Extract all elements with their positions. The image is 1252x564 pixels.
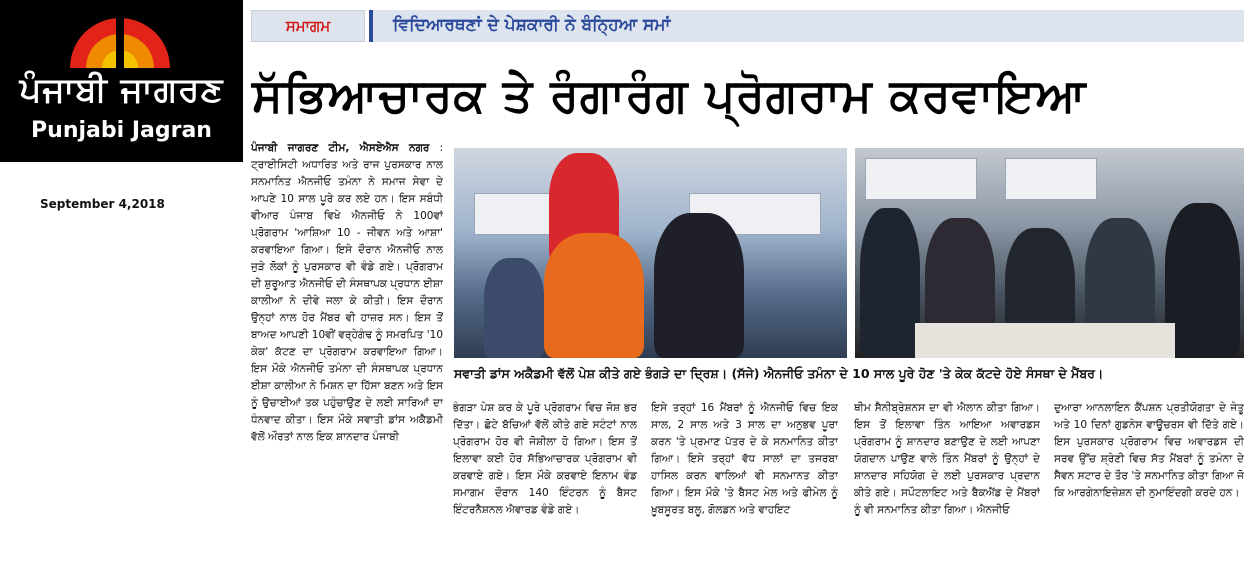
article-column-3: ਇਸੇ ਤਰ੍ਹਾਂ 16 ਮੈਂਬਰਾਂ ਨੂੰ ਐਨਜੀਓ ਵਿਚ ਇਕ ਸਾਲ, 2 ਸਾਲ ਅਤੇ 3 ਸਾਲ ਦਾ ਅਨੁਭਵ ਪੂਰਾ ਕਰਨ 'ਤੇ ਪ੍ਰਮਾਣ ਪੱਤਰ ਦੇ ਕੇ ਸਨਮਾਨਿਤ ਕੀਤਾ ਗਿਆ। ਇਸੇ ਤਰ੍ਹਾਂ ਵੱਧ ਸਾਲਾਂ ਦਾ ਤਜਰਬਾ ਹਾਸਿਲ ਕਰਨ ਵਾਲਿਆਂ ਵੀ ਸਨਮਾਨਤ ਕੀਤਾ ਗਿਆ। ਇਸ ਮੌਕੇ 'ਤੇ ਬੈਸਟ ਮੇਲ ਅਤੇ ਫੀਮੇਲ ਨੂੰ ਖ਼ੂਬਸੂਰਤ ਬਲੂ, ਗੋਲਡਨ ਅਤੇ ਵਾਹਇਟ (651, 402, 838, 516)
column-1-text: : ਟ੍ਰਾਈਸਿਟੀ ਅਧਾਰਿਤ ਅਤੇ ਰਾਜ ਪੁਰਸਕਾਰ ਨਾਲ ਸਨਮਾਨਿਤ ਐਨਜੀਓ ਤਮੰਨਾ ਨੇ ਸਮਾਜ ਸੇਵਾ ਦੇ ਆਪਣੇ 10 ਸਾਲ ਪੂਰੇ ਕਰ ਲਏ ਹਨ। ਇਸ ਸਬੰਧੀ ਵੀਆਰ ਪੰਜਾਬ ਵਿਖੇ ਐਨਜੀਓ ਨੇ 100ਵਾਂ ਪ੍ਰੋਗਰਾਮ 'ਆਸ਼ਿਆ 10 - ਜੀਵਨ ਅਤੇ ਆਸ਼ਾ' ਕਰਵਾਇਆ ਗਿਆ। ਇਸੇ ਦੌਰਾਨ ਐਨਜੀਓ ਨਾਲ ਜੁੜੇ ਲੋਕਾਂ ਨੂੰ ਪੁਰਸਕਾਰ ਵੀ ਵੰਡੇ ਗਏ। ਪ੍ਰੋਗਰਾਮ ਦੀ ਸ਼ੁਰੂਆਤ ਐਨਜੀਓ ਦੀ ਸੰਸਥਾਪਕ ਪ੍ਰਧਾਨ ਈਸ਼ਾ ਕਾਲੀਆ ਨੇ ਦੀਵੇ ਜਲਾ ਕੇ ਕੀਤੀ। ਇਸ ਦੌਰਾਨ ਉਨ੍ਹਾਂ ਨਾਲ ਹੋਰ ਮੈਂਬਰ ਵੀ ਹਾਜ਼ਰ ਸਨ। ਇਸ ਤੋਂ ਬਾਅਦ ਆਪਣੀ 10ਵੀਂ ਵਰ੍ਹੇਗੰਢ ਨੂੰ ਸਮਰਪਿਤ '10 ਕੇਕ' ਕੱਟਣ ਦਾ ਪ੍ਰੋਗਰਾਮ ਕਰਵਾਇਆ ਗਿਆ। ਇਸ ਮੌਕੇ ਐਨਜੀਓ ਤਮੰਨਾ ਦੀ ਸੰਸਥਾਪਕ ਪ੍ਰਧਾਨ ਈਸ਼ਾ ਕਾਲੀਆ ਨੇ ਮਿਸ਼ਨ ਦਾ ਹਿੱਸਾ ਬਣਨ ਅਤੇ ਇਸ ਨੂੰ ਉਚਾਈਆਂ ਤਕ ਪਹੁੰਚਾਉਣ ਦੇ ਲਈ ਸਾਰਿਆਂ ਦਾ ਧੰਨਵਾਦ ਕੀਤਾ। ਇਸ ਮੌਕੇ ਸਵਾਤੀ ਡਾਂਸ ਅਕੈਡਮੀ ਵੱਲੋਂ ਔਰਤਾਂ ਨਾਲ ਇਕ ਸ਼ਾਨਦਾਰ ਪੰਜਾਬੀ (251, 142, 443, 443)
photo-caption: ਸਵਾਤੀ ਡਾਂਸ ਅਕੈਡਮੀ ਵੱਲੋਂ ਪੇਸ਼ ਕੀਤੇ ਗਏ ਭੰਗੜੇ ਦਾ ਦ੍ਰਿਸ਼। (ਸੱਜੇ) ਐਨਜੀਓ ਤਮੰਨਾ ਦੇ 10 ਸਾਲ ਪੂਰੇ ਹੋਣ 'ਤੇ ਕੇਕ ਕੱਟਦੇ ਹੋਏ ਸੰਸਥਾ ਦੇ ਮੈਂਬਰ। (454, 366, 1104, 381)
masthead-name-english: Punjabi Jagran (31, 118, 212, 143)
bhangra-dance-photo (454, 148, 847, 358)
dancer-figure (654, 213, 744, 358)
member-figure (1165, 203, 1240, 358)
publication-date: September 4,2018 (40, 197, 165, 211)
dancer-figure (544, 233, 644, 358)
cake-table (915, 323, 1175, 358)
masthead-name-punjabi: ਪੰਜਾਬੀ ਜਾਗਰਣ (19, 70, 224, 110)
headline: ਸੱਭਿਆਚਾਰਕ ਤੇ ਰੰਗਾਰੰਗ ਪ੍ਰੋਗਰਾਮ ਕਰਵਾਇਆ (252, 68, 1087, 122)
photo-backdrop-banner (1005, 158, 1097, 200)
masthead (0, 0, 243, 162)
article-column-2: ਭੰਗੜਾ ਪੇਸ਼ ਕਰ ਕੇ ਪੂਰੇ ਪ੍ਰੋਗਰਾਮ ਵਿਚ ਜੋਸ਼ ਭਰ ਦਿੱਤਾ। ਛੋਟੇ ਬੱਚਿਆਂ ਵੱਲੋਂ ਕੀਤੇ ਗਏ ਸਟੰਟਾਂ ਨਾਲ ਪ੍ਰੋਗਰਾਮ ਹੋਰ ਵੀ ਜੋਸ਼ੀਲਾ ਹੋ ਗਿਆ। ਇਸ ਤੋਂ ਇਲਾਵਾ ਕਈ ਹੋਰ ਸੱਭਿਆਚਾਰਕ ਪ੍ਰੋਗਰਾਮ ਵੀ ਕਰਵਾਏ ਗਏ। ਇਸ ਮੌਕੇ ਕਰਵਾਏ ਇਨਾਮ ਵੰਡ ਸਮਾਗਮ ਦੌਰਾਨ 140 ਇੰਟਰਨ ਨੂੰ ਬੈਸਟ ਇੰਟਰਨੈਸ਼ਨਲ ਐਵਾਰਡ ਵੰਡੇ ਗਏ। (453, 402, 637, 516)
article-column-5: ਦੁਆਰਾ ਆਨਲਾਇਨ ਕੈਂਪਸ਼ਨ ਪ੍ਰਤੀਯੋਗਤਾ ਦੇ ਜੇਤੂ ਅਤੇ 10 ਦਿਨਾਂ ਗੁਡਨੇਸ ਵਾਊਚਰਸ ਵੀ ਦਿੱਤੇ ਗਏ। ਇਸ ਪੁਰਸਕਾਰ ਪ੍ਰੋਗਰਾਮ ਵਿਚ ਅਵਾਰਡਸ ਦੀ ਸਰਵ ਉੱਚ ਸ਼੍ਰੇਣੀ ਵਿਚ ਸੱਤ ਮੈਂਬਰਾਂ ਨੂੰ ਤਮੰਨਾ ਦੇ ਸੈਵਨ ਸਟਾਰ ਦੇ ਤੌਰ 'ਤੇ ਸਨਮਾਨਿਤ ਕੀਤਾ ਗਿਆ ਜੋ ਕਿ ਆਰਗੇਨਾਇਜ਼ੇਸ਼ਨ ਦੀ ਨੁਮਾਇੰਦਗੀ ਕਰਦੇ ਹਨ। (1054, 402, 1244, 499)
byline: ਪੰਜਾਬੀ ਜਾਗਰਣ ਟੀਮ, ਐਸਏਐਸ ਨਗਰ (251, 142, 430, 154)
section-tag: ਸਮਾਗਮ (251, 10, 365, 42)
kicker-headline: ਵਿਦਿਆਰਥਣਾਂ ਦੇ ਪੇਸ਼ਕਾਰੀ ਨੇ ਬੰਨ੍ਹਿਆ ਸਮਾਂ (369, 10, 1244, 42)
sunrise-logo-icon (64, 8, 176, 68)
photo-backdrop-banner (865, 158, 977, 200)
dancer-figure (484, 258, 544, 358)
cake-cutting-photo (855, 148, 1244, 358)
article-column-4: ਥੀਮ ਸੈਨੀਬ੍ਰੇਸ਼ਨਸ ਦਾ ਵੀ ਐਲਾਨ ਕੀਤਾ ਗਿਆ। ਇਸ ਤੋਂ ਇਲਾਵਾ ਤਿੰਨ ਆਇਆ ਅਵਾਰਡਸ ਪ੍ਰੋਗਰਾਮ ਨੂੰ ਸ਼ਾਨਦਾਰ ਬਣਾਉਣ ਦੇ ਲਈ ਆਪਣਾ ਯੋਗਦਾਨ ਪਾਉਣ ਵਾਲੇ ਤਿੰਨ ਮੈਂਬਰਾਂ ਨੂੰ ਉਨ੍ਹਾਂ ਦੇ ਸ਼ਾਨਦਾਰ ਸਹਿਯੋਗ ਦੇ ਲਈ ਪੁਰਸਕਾਰ ਪ੍ਰਦਾਨ ਕੀਤੇ ਗਏ। ਸਪੌਟਲਾਇਟ ਅਤੇ ਬੈਕਐਂਡ ਦੇ ਮੈਂਬਰਾਂ ਨੂੰ ਵੀ ਸਨਮਾਨਿਤ ਕੀਤਾ ਗਿਆ। ਐਨਜੀਓ (854, 402, 1040, 516)
member-figure (860, 208, 920, 358)
article-column-1 (251, 140, 443, 446)
